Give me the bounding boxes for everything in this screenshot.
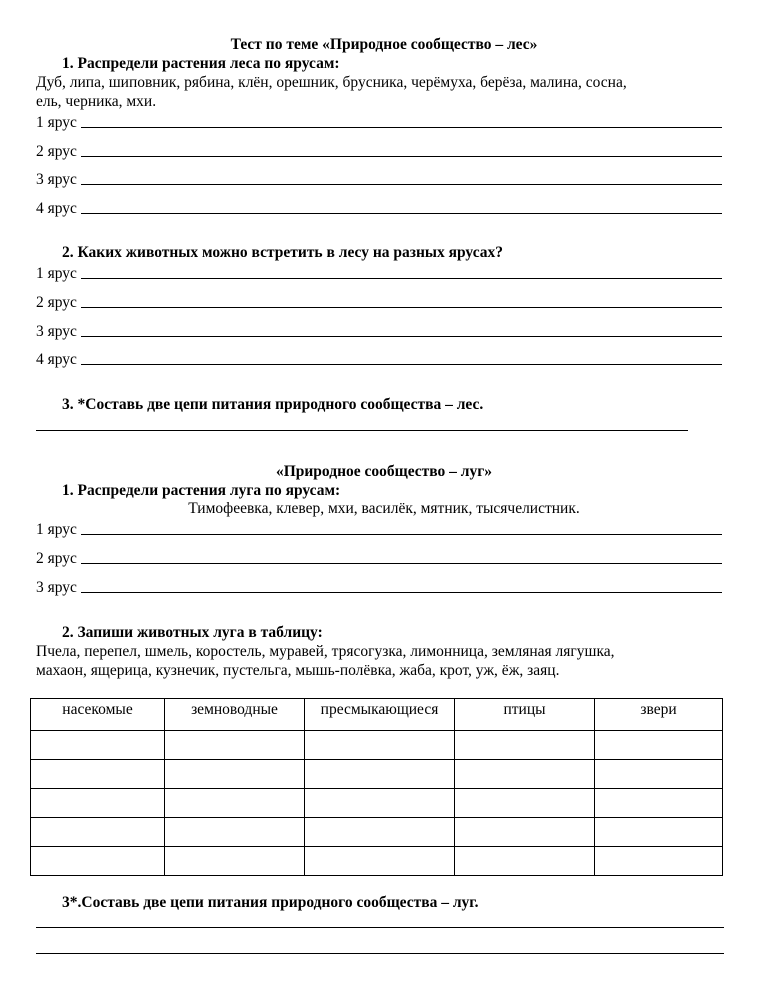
tier-label: 1 ярус — [36, 521, 77, 538]
forest-plant-tier-2-row[interactable] — [36, 140, 722, 160]
answer-line[interactable] — [81, 591, 722, 593]
answer-line[interactable] — [81, 212, 722, 214]
table-cell[interactable] — [455, 789, 595, 818]
tier-label: 3 ярус — [36, 579, 77, 596]
tier-label: 1 ярус — [36, 265, 77, 282]
answer-line[interactable] — [81, 277, 722, 279]
forest-plants-list-line1: Дуб, липа, шиповник, рябина, клён, орешник, брусника, черёмуха, берёза, малина, сосна, — [36, 74, 627, 91]
column-header-mammals: звери — [595, 699, 723, 731]
tier-label: 4 ярус — [36, 200, 77, 217]
answer-line[interactable] — [81, 335, 722, 337]
answer-line[interactable] — [81, 306, 722, 308]
table-cell[interactable] — [595, 731, 723, 760]
forest-task2-heading: 2. Каких животных можно встретить в лесу на разных ярусах? — [62, 244, 504, 261]
meadow-animals-list-line1: Пчела, перепел, шмель, коростель, муравей, трясогузка, лимонница, земляная лягушка, — [36, 643, 615, 660]
table-row — [31, 818, 723, 847]
table-cell[interactable] — [31, 818, 165, 847]
table-cell[interactable] — [165, 847, 305, 876]
column-header-birds: птицы — [455, 699, 595, 731]
table-cell[interactable] — [305, 731, 455, 760]
forest-plant-tier-4-row[interactable] — [36, 197, 722, 217]
table-row — [31, 789, 723, 818]
table-row — [31, 847, 723, 876]
forest-plant-tier-3-row[interactable] — [36, 168, 722, 188]
forest-plant-tier-1-row[interactable] — [36, 111, 722, 131]
forest-animal-tier-2-row[interactable] — [36, 291, 722, 311]
forest-food-chain-answer-line[interactable] — [36, 430, 688, 431]
answer-line[interactable] — [81, 155, 722, 157]
forest-task1-heading: 1. Распредели растения леса по ярусам: — [62, 55, 340, 72]
tier-label: 2 ярус — [36, 550, 77, 567]
forest-task3-heading: 3. *Составь две цепи питания природного сообщества – лес. — [62, 396, 484, 413]
meadow-plants-list: Тимофеевка, клевер, мхи, василёк, мятник, тысячелистник. — [188, 500, 580, 517]
meadow-task2-heading: 2. Запиши животных луга в таблицу: — [62, 624, 323, 641]
tier-label: 2 ярус — [36, 143, 77, 160]
tier-label: 3 ярус — [36, 171, 77, 188]
answer-line[interactable] — [81, 126, 722, 128]
meadow-food-chain-answer-line-2[interactable] — [36, 953, 724, 954]
table-cell[interactable] — [305, 818, 455, 847]
meadow-animals-list-line2: махаон, ящерица, кузнечик, пустельга, мышь-полёвка, жаба, крот, уж, ёж, заяц. — [36, 662, 560, 679]
table-row — [31, 760, 723, 789]
table-cell[interactable] — [455, 847, 595, 876]
table-cell[interactable] — [165, 760, 305, 789]
tier-label: 4 ярус — [36, 351, 77, 368]
meadow-task3-heading: 3*.Составь две цепи питания природного сообщества – луг. — [62, 894, 479, 911]
meadow-plant-tier-2-row[interactable] — [36, 547, 722, 567]
meadow-test-title: «Природное сообщество – луг» — [275, 463, 493, 480]
table-cell[interactable] — [305, 847, 455, 876]
table-cell[interactable] — [305, 760, 455, 789]
table-cell[interactable] — [31, 760, 165, 789]
tier-label: 2 ярус — [36, 294, 77, 311]
meadow-animals-table — [30, 698, 723, 876]
forest-test-title: Тест по теме «Природное сообщество – лес» — [230, 36, 538, 53]
column-header-reptiles: пресмыкающиеся — [305, 699, 455, 731]
forest-animal-tier-1-row[interactable] — [36, 262, 722, 282]
table-cell[interactable] — [165, 731, 305, 760]
forest-plants-list-line2: ель, черника, мхи. — [36, 93, 157, 110]
table-header-row — [31, 699, 723, 731]
answer-line[interactable] — [81, 363, 722, 365]
table-cell[interactable] — [31, 789, 165, 818]
meadow-plant-tier-3-row[interactable] — [36, 576, 722, 596]
table-cell[interactable] — [165, 789, 305, 818]
meadow-food-chain-answer-line-1[interactable] — [36, 927, 724, 928]
table-cell[interactable] — [165, 818, 305, 847]
table-cell[interactable] — [455, 760, 595, 789]
table-cell[interactable] — [455, 731, 595, 760]
meadow-task1-heading: 1. Распредели растения луга по ярусам: — [62, 482, 341, 499]
table-cell[interactable] — [595, 789, 723, 818]
answer-line[interactable] — [81, 533, 722, 535]
table-row — [31, 731, 723, 760]
table-cell[interactable] — [31, 731, 165, 760]
table-cell[interactable] — [305, 789, 455, 818]
table-cell[interactable] — [31, 847, 165, 876]
forest-animal-tier-4-row[interactable] — [36, 348, 722, 368]
answer-line[interactable] — [81, 562, 722, 564]
table-cell[interactable] — [595, 760, 723, 789]
table-cell[interactable] — [595, 847, 723, 876]
table-cell[interactable] — [595, 818, 723, 847]
forest-animal-tier-3-row[interactable] — [36, 320, 722, 340]
meadow-plant-tier-1-row[interactable] — [36, 518, 722, 538]
column-header-insects: насекомые — [31, 699, 165, 731]
tier-label: 1 ярус — [36, 114, 77, 131]
tier-label: 3 ярус — [36, 323, 77, 340]
table-cell[interactable] — [455, 818, 595, 847]
column-header-amphibians: земноводные — [165, 699, 305, 731]
answer-line[interactable] — [81, 183, 722, 185]
